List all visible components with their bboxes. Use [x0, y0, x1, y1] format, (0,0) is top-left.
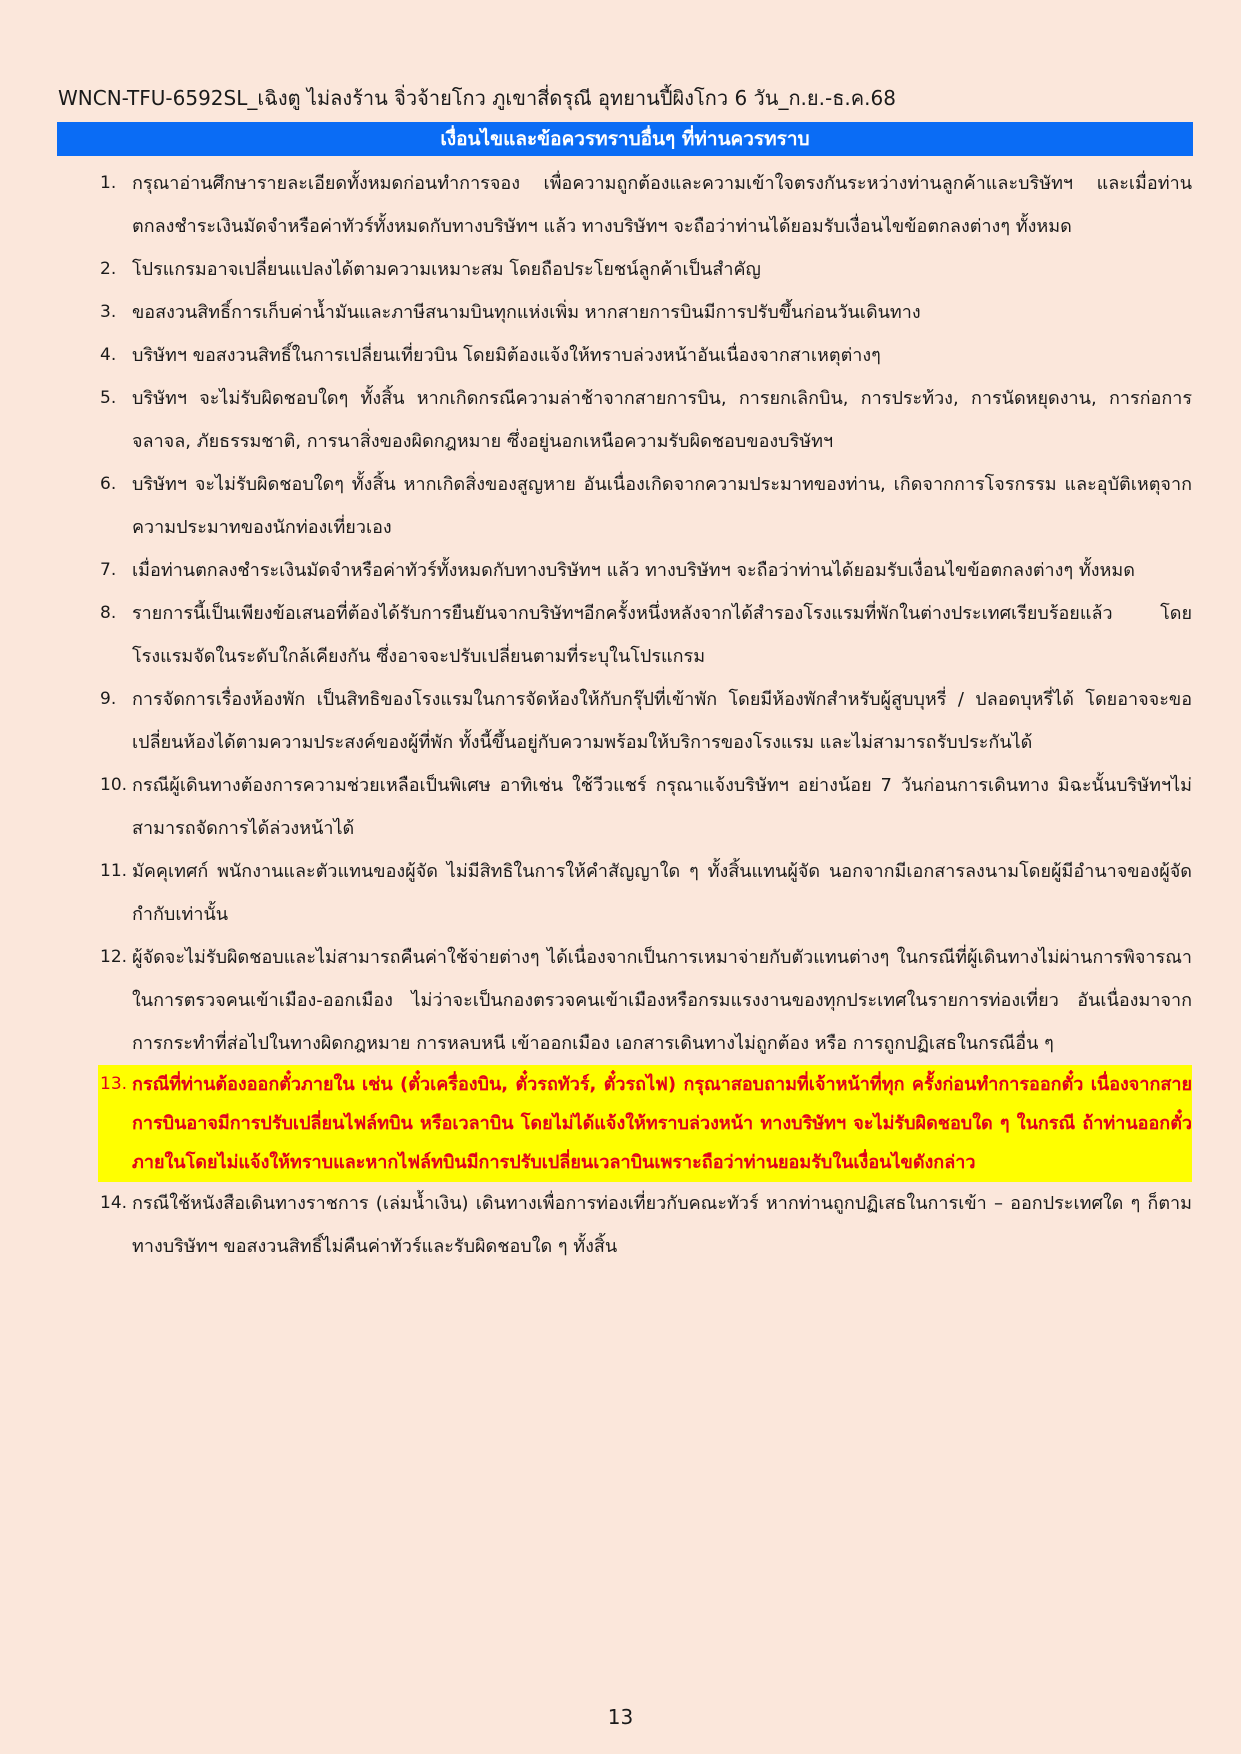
term-number: 5. — [100, 388, 117, 408]
terms-list — [100, 162, 1192, 1268]
term-text: ขอสงวนสิทธิ์การเก็บค่าน้ำมันและภาษีสนามบินทุกแห่งเพิ่ม หากสายการบินมีการปรับขึ้นก่อนวันเดินทาง — [132, 302, 921, 323]
term-item-14 — [100, 1182, 1192, 1268]
term-item-5 — [100, 377, 1192, 463]
term-number: 2. — [100, 259, 117, 279]
term-text: เมื่อท่านตกลงชำระเงินมัดจำหรือค่าทัวร์ทั้งหมดกับทางบริษัทฯ แล้ว ทางบริษัทฯ จะถือว่าท่านได้ยอมรับเงื่อนไขข้อตกลงต่างๆ ทั้งหมด — [132, 560, 1135, 581]
term-item-13-highlighted — [98, 1065, 1192, 1182]
term-item-4 — [100, 334, 1192, 377]
term-item-2 — [100, 248, 1192, 291]
term-number: 3. — [100, 302, 117, 322]
term-item-6 — [100, 463, 1192, 549]
term-number: 6. — [100, 474, 117, 494]
term-item-11 — [100, 850, 1192, 936]
term-number: 8. — [100, 603, 117, 623]
term-item-7 — [100, 549, 1192, 592]
term-number: 10. — [100, 775, 128, 795]
section-banner-title: เงื่อนไขและข้อควรทราบอื่นๆ ที่ท่านควรทราบ — [57, 122, 1193, 156]
term-item-3 — [100, 291, 1192, 334]
term-text: กรุณาอ่านศึกษารายละเอียดทั้งหมดก่อนทำการจอง เพื่อความถูกต้องและความเข้าใจตรงกันระหว่างท่านลูกค้าและบริษัทฯ และเมื่อท่านตกลงชำระเงินมัดจำหรือค่าทัวร์ทั้งหมดกับทางบริษัทฯ แล้ว ทางบริษัทฯ จะถือว่าท่านได้ยอมรับเงื่อนไขข้อตกลงต่างๆ ทั้งหมด — [132, 173, 1192, 237]
term-text: มัคคุเทศก์ พนักงานและตัวแทนของผู้จัด ไม่มีสิทธิในการให้คำสัญญาใด ๆ ทั้งสิ้นแทนผู้จัด นอกจากมีเอกสารลงนามโดยผู้มีอำนาจของผู้จัดกำกับเท่านั้น — [132, 861, 1192, 925]
term-text: บริษัทฯ จะไม่รับผิดชอบใดๆ ทั้งสิ้น หากเกิดสิ่งของสูญหาย อันเนื่องเกิดจากความประมาทของท่าน, เกิดจากการโจรกรรม และอุบัติเหตุจากความประมาทของนักท่องเที่ยวเอง — [132, 474, 1192, 538]
term-number: 12. — [100, 947, 128, 967]
term-number: 14. — [100, 1193, 128, 1213]
term-item-8 — [100, 592, 1192, 678]
term-text: กรณีที่ท่านต้องออกตั๋วภายใน เช่น (ตั๋วเครื่องบิน, ตั๋วรถทัวร์, ตั๋วรถไฟ) กรุณาสอบถามที่เจ้าหน้าที่ทุก ครั้งก่อนทำการออกตั๋ว เนื่องจากสายการบินอาจมีการปรับเปลี่ยนไฟล์ทบิน หรือเวลาบิน โดยไม่ได้แจ้งให้ทราบล่วงหน้า ทางบริษัทฯ จะไม่รับผิดชอบใด ๆ ในกรณี ถ้าท่านออกตั๋วภายในโดยไม่แจ้งให้ทราบและหากไฟล์ทบินมีการปรับเปลี่ยนเวลาบินเพราะถือว่าท่านยอมรับในเงื่อนไขดังกล่าว — [132, 1074, 1192, 1173]
term-number: 4. — [100, 345, 117, 365]
document-header-title: WNCN-TFU-6592SL_เฉิงตู ไม่ลงร้าน จิ่วจ้ายโกว ภูเขาสี่ดรุณี อุทยานปี้ผิงโกว 6 วัน_ก.ย.-ธ.ค.68 — [58, 86, 896, 110]
term-text: ผู้จัดจะไม่รับผิดชอบและไม่สามารถคืนค่าใช้จ่ายต่างๆ ได้เนื่องจากเป็นการเหมาจ่ายกับตัวแทนต่างๆ ในกรณีที่ผู้เดินทางไม่ผ่านการพิจารณาในการตรวจคนเข้าเมือง-ออกเมือง ไม่ว่าจะเป็นกองตรวจคนเข้าเมืองหรือกรมแรงงานของทุกประเทศในรายการท่องเที่ยว อันเนื่องมาจากการกระทำที่ส่อไปในทางผิดกฎหมาย การหลบหนี เข้าออกเมือง เอกสารเดินทางไม่ถูกต้อง หรือ การถูกปฏิเสธในกรณีอื่น ๆ — [132, 947, 1192, 1054]
page-number: 13 — [607, 1705, 634, 1729]
term-text: กรณีใช้หนังสือเดินทางราชการ (เล่มน้ำเงิน) เดินทางเพื่อการท่องเที่ยวกับคณะทัวร์ หากท่านถูกปฏิเสธในการเข้า – ออกประเทศใด ๆ ก็ตาม ทางบริษัทฯ ขอสงวนสิทธิ์ไม่คืนค่าทัวร์และรับผิดชอบใด ๆ ทั้งสิ้น — [132, 1193, 1192, 1257]
term-text: รายการนี้เป็นเพียงข้อเสนอที่ต้องได้รับการยืนยันจากบริษัทฯอีกครั้งหนึ่งหลังจากได้สำรองโรงแรมที่พักในต่างประเทศเรียบร้อยแล้ว โดยโรงแรมจัดในระดับใกล้เคียงกัน ซึ่งอาจจะปรับเปลี่ยนตามที่ระบุในโปรแกรม — [132, 603, 1192, 667]
term-text: บริษัทฯ จะไม่รับผิดชอบใดๆ ทั้งสิ้น หากเกิดกรณีความล่าช้าจากสายการบิน, การยกเลิกบิน, การประท้วง, การนัดหยุดงาน, การก่อการจลาจล, ภัยธรรมชาติ, การนาสิ่งของผิดกฎหมาย ซึ่งอยู่นอกเหนือความรับผิดชอบของบริษัทฯ — [132, 388, 1192, 452]
term-number: 13. — [100, 1074, 128, 1094]
term-number: 11. — [100, 861, 128, 881]
term-item-10 — [100, 764, 1192, 850]
term-item-1 — [100, 162, 1192, 248]
term-number: 1. — [100, 173, 117, 193]
term-item-9 — [100, 678, 1192, 764]
term-number: 7. — [100, 560, 117, 580]
term-number: 9. — [100, 689, 117, 709]
term-text: บริษัทฯ ขอสงวนสิทธิ์ในการเปลี่ยนเที่ยวบิน โดยมิต้องแจ้งให้ทราบล่วงหน้าอันเนื่องจากสาเหตุต่างๆ — [132, 345, 881, 366]
term-item-12 — [100, 936, 1192, 1065]
term-text: การจัดการเรื่องห้องพัก เป็นสิทธิของโรงแรมในการจัดห้องให้กับกรุ๊ปที่เข้าพัก โดยมีห้องพักสำหรับผู้สูบบุหรี่ / ปลอดบุหรี่ได้ โดยอาจจะขอเปลี่ยนห้องได้ตามความประสงค์ของผู้ที่พัก ทั้งนี้ขึ้นอยู่กับความพร้อมให้บริการของโรงแรม และไม่สามารถรับประกันได้ — [132, 689, 1192, 753]
term-text: กรณีผู้เดินทางต้องการความช่วยเหลือเป็นพิเศษ อาทิเช่น ใช้วีวแชร์ กรุณาแจ้งบริษัทฯ อย่างน้อย 7 วันก่อนการเดินทาง มิฉะนั้นบริษัทฯไม่สามารถจัดการได้ล่วงหน้าได้ — [132, 775, 1192, 839]
term-text: โปรแกรมอาจเปลี่ยนแปลงได้ตามความเหมาะสม โดยถือประโยชน์ลูกค้าเป็นสำคัญ — [132, 259, 761, 280]
